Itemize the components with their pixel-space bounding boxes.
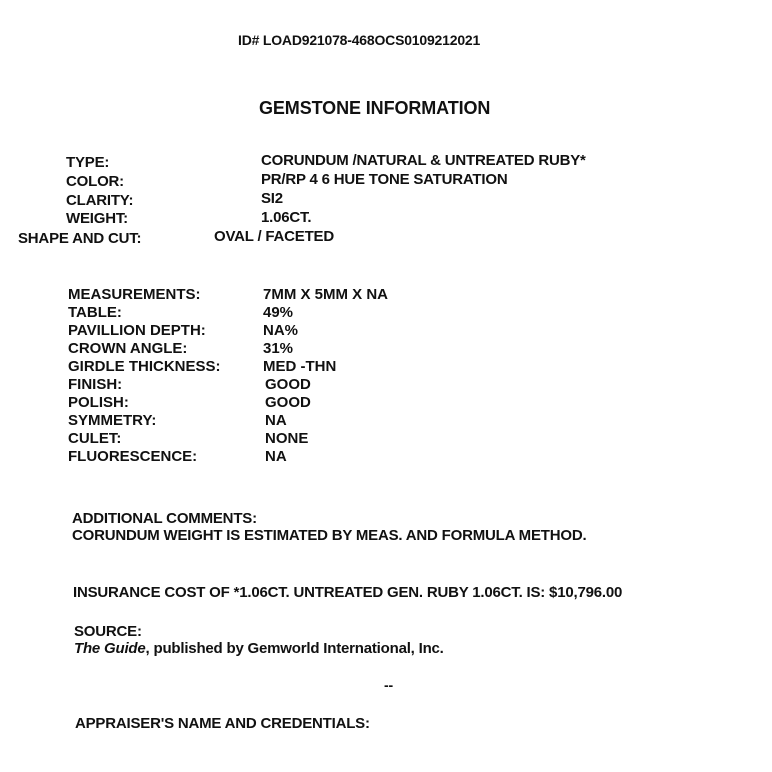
measurement-label: SYMMETRY: (68, 412, 157, 429)
measurement-value: GOOD (265, 394, 311, 411)
measurement-row (0, 304, 772, 322)
measurement-label: FLUORESCENCE: (68, 448, 198, 465)
measurement-row (0, 394, 772, 412)
measurement-value: NA% (263, 322, 299, 339)
measurement-label: PAVILLION DEPTH: (68, 322, 206, 339)
measurement-label: TABLE: (68, 304, 122, 321)
measurement-row (0, 322, 772, 340)
measurement-value: NONE (265, 430, 309, 447)
source-publisher: , published by Gemworld International, Inc. (145, 640, 444, 657)
measurement-value: 7MM X 5MM X NA (263, 286, 389, 303)
measurement-value: NA (265, 448, 287, 465)
measurement-row (0, 448, 772, 466)
measurement-row (0, 376, 772, 394)
insurance-cost: INSURANCE COST OF *1.06CT. UNTREATED GEN. RUBY 1.06CT. IS: $10,796.00 (73, 584, 623, 601)
measurement-value: GOOD (265, 376, 311, 393)
clarity-label: CLARITY: (66, 192, 134, 209)
color-label: COLOR: (66, 173, 124, 190)
measurement-label: CROWN ANGLE: (68, 340, 188, 357)
measurement-row (0, 412, 772, 430)
source-line (74, 640, 444, 658)
type-label: TYPE: (66, 154, 110, 171)
clarity-value: SI2 (261, 190, 283, 207)
measurement-row (0, 286, 772, 304)
separator-dash: -- (384, 677, 393, 693)
measurement-label: FINISH: (68, 376, 123, 393)
weight-label: WEIGHT: (66, 210, 128, 227)
measurement-label: MEASUREMENTS: (68, 286, 201, 303)
shape-label: SHAPE AND CUT: (18, 230, 142, 247)
color-value: PR/RP 4 6 HUE TONE SATURATION (261, 171, 508, 188)
comments-text: CORUNDUM WEIGHT IS ESTIMATED BY MEAS. AND FORMULA METHOD. (72, 527, 587, 544)
measurement-row (0, 340, 772, 358)
type-value: CORUNDUM /NATURAL & UNTREATED RUBY* (261, 152, 586, 169)
measurements-list (0, 286, 772, 466)
measurement-label: CULET: (68, 430, 122, 447)
measurement-value: 31% (263, 340, 294, 357)
measurement-value: 49% (263, 304, 294, 321)
page-title: GEMSTONE INFORMATION (259, 98, 491, 118)
source-heading: SOURCE: (74, 623, 142, 640)
measurement-value: MED -THN (263, 358, 337, 375)
weight-value: 1.06CT. (261, 209, 312, 226)
measurement-label: GIRDLE THICKNESS: (68, 358, 221, 375)
appraiser-label: APPRAISER'S NAME AND CREDENTIALS: (75, 715, 370, 732)
shape-value: OVAL / FACETED (214, 228, 334, 245)
measurement-row (0, 430, 772, 448)
measurement-value: NA (265, 412, 287, 429)
comments-heading: ADDITIONAL COMMENTS: (72, 510, 257, 527)
measurement-label: POLISH: (68, 394, 129, 411)
source-title: The Guide (74, 640, 146, 657)
document-id: ID# LOAD921078-468OCS0109212021 (238, 32, 481, 48)
measurement-row (0, 358, 772, 376)
